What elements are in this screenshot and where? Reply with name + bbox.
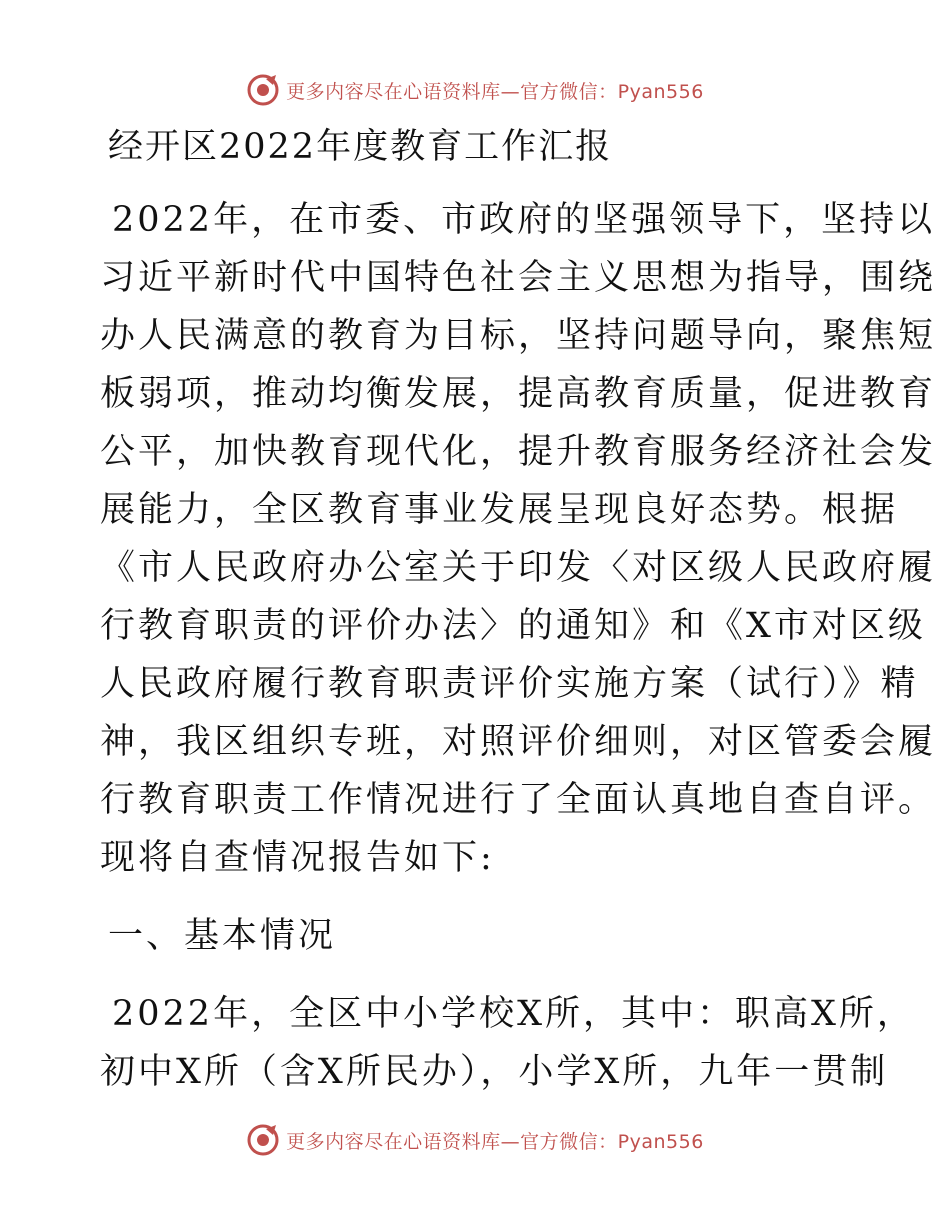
watermark-bottom: [0, 1120, 950, 1160]
watermark-top: [0, 70, 950, 110]
paragraph-line: 《市人民政府办公室关于印发〈对区级人民政府履: [100, 548, 937, 588]
paragraph-line: 办人民满意的教育为目标，坚持问题导向，聚焦短: [100, 316, 937, 356]
paragraph-line: 2022年，全区中小学校X所，其中：职高X所，: [112, 994, 915, 1034]
paragraph-line: 现将自查情况报告如下:: [100, 838, 495, 878]
paragraph-line: 2022年，在市委、市政府的坚强领导下，坚持以: [112, 200, 936, 240]
paragraph-line: 公平，加快教育现代化，提升教育服务经济社会发: [100, 432, 937, 472]
paragraph-line: 习近平新时代中国特色社会主义思想为指导，围绕: [100, 258, 937, 298]
paragraph-line: 神，我区组织专班，对照评价细则，对区管委会履: [100, 722, 937, 762]
paragraph-line: 初中X所（含X所民办），小学X所，九年一贯制: [100, 1052, 889, 1092]
paragraph-line: 行教育职责工作情况进行了全面认真地自查自评。: [100, 780, 937, 820]
paragraph-line: 展能力，全区教育事业发展呈现良好态势。根据: [100, 490, 899, 530]
watermark-logo-icon: [246, 1123, 280, 1157]
paragraph-line: 人民政府履行教育职责评价实施方案（试行）》精: [100, 664, 919, 704]
document-title: 经开区2022年度教育工作汇报: [108, 127, 613, 167]
watermark-logo-icon: [246, 73, 280, 107]
paragraph-line: 板弱项，推动均衡发展，提高教育质量，促进教育: [100, 374, 937, 414]
watermark-text: 更多内容尽在心语资料库—官方微信：Pyan556: [286, 1130, 704, 1153]
watermark-text: 更多内容尽在心语资料库—官方微信：Pyan556: [286, 80, 704, 103]
section-heading: 一、基本情况: [108, 916, 337, 956]
paragraph-line: 行教育职责的评价办法〉的通知》和《X市对区级: [100, 606, 926, 646]
